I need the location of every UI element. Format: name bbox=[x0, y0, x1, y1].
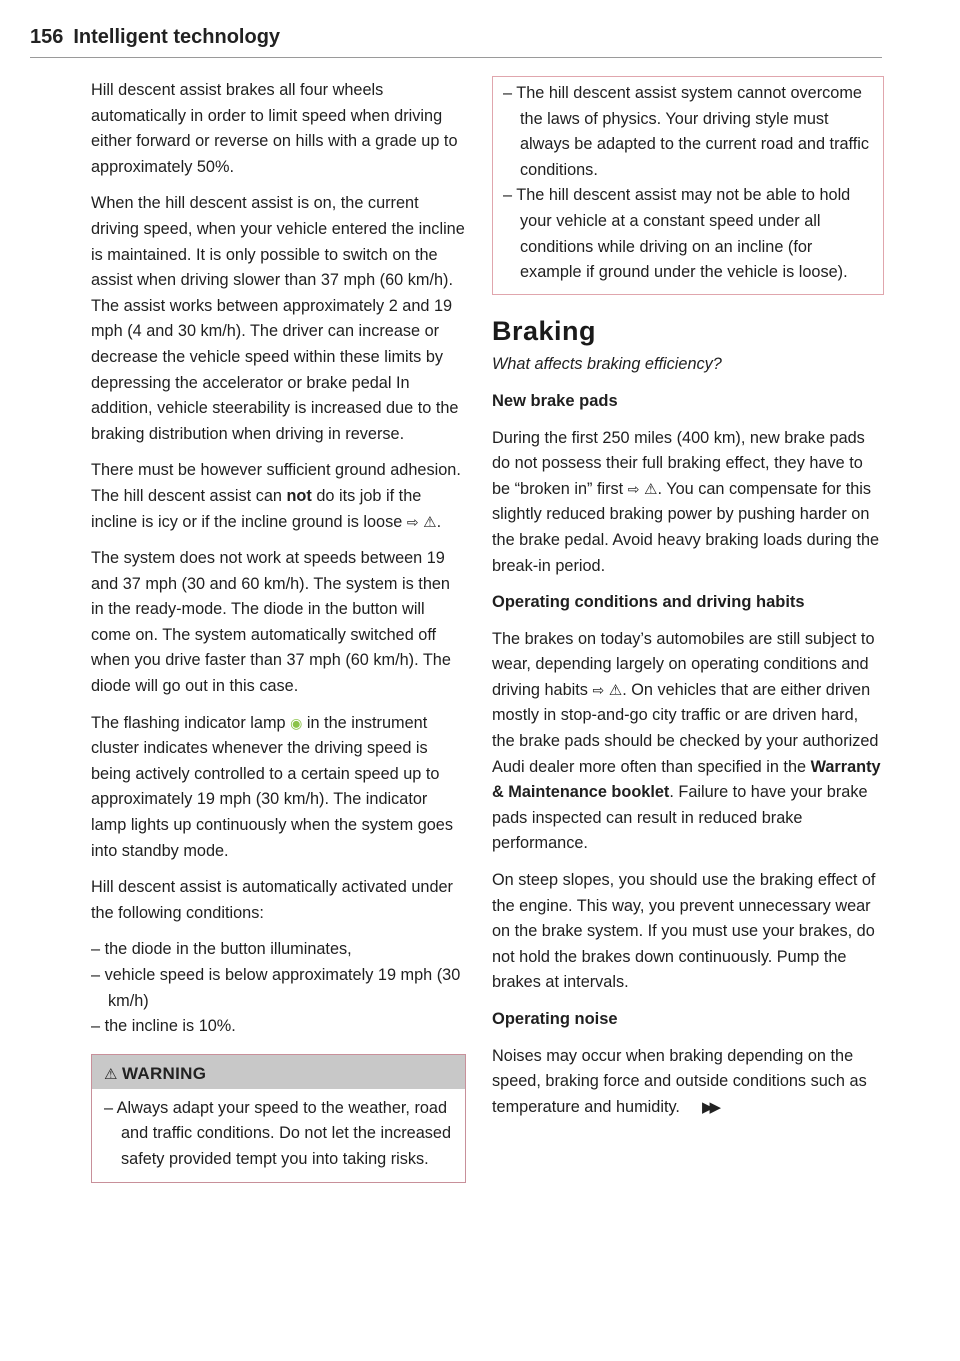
list-item: – the incline is 10%. bbox=[91, 1017, 236, 1036]
text-span: There must be however sufficient ground adhesion. The hill descent assist can bbox=[91, 461, 461, 505]
hill-descent-lamp-icon: ◉ bbox=[290, 714, 303, 731]
paragraph-intro: Hill descent assist brakes all four wheels automatically in order to limit speed when driving either forward or reverse on hills with a grade up to approximately 50%. bbox=[91, 81, 458, 176]
heading-operating-noise: Operating noise bbox=[492, 1010, 618, 1028]
header-divider bbox=[30, 57, 882, 58]
page-header bbox=[30, 26, 882, 56]
paragraph-speed-control: When the hill descent assist is on, the current driving speed, when your vehicle entered the incline is maintained. It is only possible to switch on the assist when driving slower than 37 mph (60 km/h). The assist works between approximately 2 and 19 mph (4 and 30 km/h). The driver can increase or decrease the vehicle speed within these limits by depressing the accelerator or brake pedal In addition, vehicle steerability is increased due to the braking distribution when driving in reverse. bbox=[91, 194, 465, 443]
left-column bbox=[91, 78, 466, 1183]
paragraph-activation-conditions: Hill descent assist is automatically activated under the following conditions: bbox=[91, 878, 453, 922]
text-span: The brakes on today’s automobiles are still subject to wear, depending largely on operating conditions and driving habits bbox=[492, 629, 875, 699]
section-subtitle: What affects braking efficiency? bbox=[492, 355, 722, 374]
continue-arrow-icon: ▶▶ bbox=[701, 1098, 718, 1116]
page-number: 156 bbox=[30, 26, 64, 48]
list-item: – the diode in the button illuminates, bbox=[91, 940, 352, 959]
text-span: The flashing indicator lamp bbox=[91, 713, 291, 732]
warning-triangle-icon: ⚠ bbox=[608, 681, 623, 699]
warning-title: WARNING bbox=[121, 1063, 207, 1083]
bold-booklet-title: Warranty & Maintenance booklet bbox=[492, 757, 881, 802]
bold-not: not bbox=[286, 486, 312, 505]
text-span: do its job if the incline is icy or if the incline ground is loose bbox=[91, 486, 422, 531]
warning-triangle-icon: ⚠ bbox=[104, 1065, 118, 1083]
text-span: Noises may occur when braking depending on the speed, braking force and outside conditions such as temperature and humidity. bbox=[492, 1046, 867, 1116]
warning-triangle-icon: ⚠ bbox=[423, 513, 437, 531]
reference-arrow-icon[interactable]: ⇨ bbox=[592, 681, 605, 698]
list-item: – The hill descent assist system cannot overcome the laws of physics. Your driving style must always be adapted to the current road and traffic conditions. bbox=[503, 84, 870, 179]
list-item: – The hill descent assist may not be able to hold your vehicle at a constant speed under all conditions while driving on an incline (for example if ground under the vehicle is loose). bbox=[503, 186, 851, 282]
text-span: During the first 250 miles (400 km), new brake pads do not possess their full braking effect, they have to be “broken in” first bbox=[492, 428, 865, 498]
paragraph-operating-noise bbox=[492, 1044, 884, 1121]
section-title: Braking bbox=[492, 315, 597, 346]
heading-operating-conditions: Operating conditions and driving habits bbox=[492, 593, 805, 612]
text-span: . Failure to have your brake pads inspected can result in reduced brake performance. bbox=[492, 783, 868, 853]
warning-header bbox=[92, 1055, 465, 1089]
list-item: – vehicle speed is below approximately 19 mph (30 km/h) bbox=[91, 966, 461, 1010]
warning-body bbox=[92, 1089, 465, 1182]
paragraph-ground-adhesion: There must be however sufficient ground adhesion. The hill descent assist can not do its job if the incline is icy or if the incline ground is loose ⇨ ⚠. bbox=[91, 461, 461, 531]
warning-box bbox=[91, 1054, 466, 1183]
text-span: . On vehicles that are either driven mostly in stop-and-go city traffic or are driven hard, the brake pads should be checked by your authorized Audi dealer more often than specified in the bbox=[492, 680, 879, 776]
paragraph-indicator-lamp bbox=[91, 711, 466, 865]
paragraph-speed-range: The system does not work at speeds between 19 and 37 mph (30 and 60 km/h). The system is then in the ready-mode. The diode in the button will come on. The system automatically switched off when you drive faster than 37 mph (60 km/h). The diode will go out in this case. bbox=[91, 549, 451, 696]
text-span: . You can compensate for this slightly reduced braking power by pushing harder on the brake pedal. Avoid heavy braking loads during the break-in period. bbox=[492, 479, 880, 575]
chapter-title: Intelligent technology bbox=[73, 26, 281, 48]
warning-continuation-box bbox=[492, 76, 884, 295]
reference-arrow-icon[interactable]: ⇨ bbox=[406, 513, 419, 530]
paragraph-new-brake-pads bbox=[492, 426, 884, 580]
paragraph-steep-slopes: On steep slopes, you should use the braking effect of the engine. This way, you prevent unnecessary wear on the brake system. If you must use your brakes, do not hold the brakes down continuously. Pump the brakes at intervals. bbox=[492, 871, 876, 992]
reference-arrow-icon[interactable]: ⇨ bbox=[627, 480, 640, 497]
right-column bbox=[492, 78, 884, 1131]
warning-text: – Always adapt your speed to the weather, road and traffic conditions. Do not let the increased safety provided tempt you into taking risks. bbox=[104, 1098, 452, 1168]
warning-triangle-icon: ⚠ bbox=[644, 480, 658, 498]
text-span: in the instrument cluster indicates whenever the driving speed is being actively controlled to a certain speed up to approximately 19 mph (30 km/h). The indicator lamp lights up continuously when the system goes into standby mode. bbox=[91, 713, 454, 860]
paragraph-operating-conditions bbox=[492, 627, 884, 857]
heading-new-brake-pads: New brake pads bbox=[492, 391, 618, 410]
